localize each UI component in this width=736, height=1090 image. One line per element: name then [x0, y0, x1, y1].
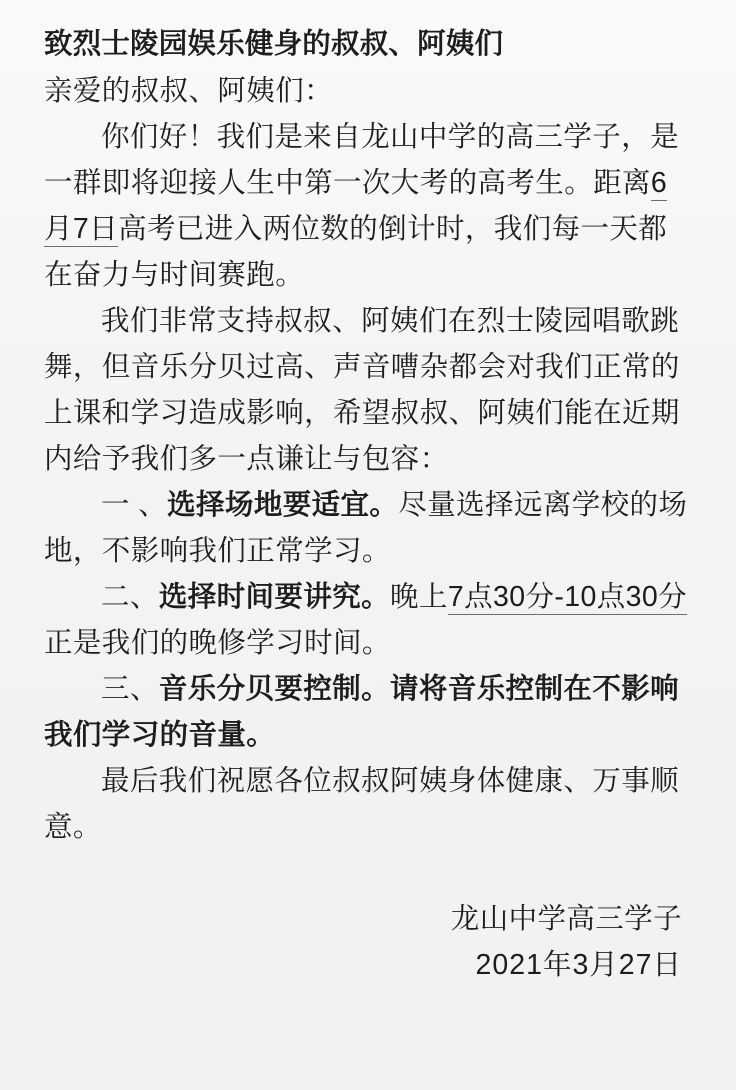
- signature-date: 2021年3月27日: [475, 949, 682, 981]
- signature-name: 龙山中学高三学子: [450, 903, 682, 935]
- list-item-1-body: 尽量选择远离学校的场地，不影响我们正常学习。: [44, 489, 688, 567]
- document-title: 致烈士陵园娱乐健身的叔叔、阿姨们: [44, 28, 504, 60]
- list-item-2-body-a: 晚上: [390, 581, 448, 613]
- salutation: 亲爱的叔叔、阿姨们：: [44, 75, 334, 107]
- list-item-3-body: 请将音乐控制在不影响我们学习的音量。: [44, 673, 680, 751]
- list-item-2-underlined-time: 7点30分-10点30分: [447, 581, 688, 613]
- paragraph-1-underlined-date: 6月7日: [44, 167, 668, 245]
- signature-block: [44, 896, 692, 988]
- list-item-3-number: 三、: [101, 673, 159, 705]
- list-item-2-body-c: 正是我们的晚修学习时间。: [44, 627, 391, 659]
- paragraph-2: 我们非常支持叔叔、阿姨们在烈士陵园唱歌跳舞，但音乐分贝过高、声音嘈杂都会对我们正常的上课和学习造成影响，希望叔叔、阿姨们能在近期内给予我们多一点谦让与包容：: [44, 305, 680, 475]
- list-item-3: [44, 666, 692, 758]
- paragraph-1-segment-c: 高考已进入两位数的倒计时，我们每一天都在奋力与时间赛跑。: [44, 213, 668, 291]
- list-item-2-number: 二、: [101, 581, 159, 613]
- list-item-2-heading: 选择时间要讲究。: [158, 581, 391, 613]
- list-item-1: [44, 482, 692, 574]
- document-body: [44, 22, 692, 988]
- paragraph-1: [44, 114, 692, 298]
- closing-paragraph: 最后我们祝愿各位叔叔阿姨身体健康、万事顺意。: [44, 765, 680, 843]
- paragraph-1-segment-a: 你们好！我们是来自龙山中学的高三学子，是一群即将迎接人生中第一次大考的高考生。距离: [44, 121, 680, 199]
- list-item-1-heading: 选择场地要适宜。: [167, 489, 399, 521]
- list-item-3-heading: 音乐分贝要控制。: [158, 673, 391, 705]
- list-item-1-number: 一 、: [101, 489, 168, 521]
- list-item-2: [44, 574, 692, 666]
